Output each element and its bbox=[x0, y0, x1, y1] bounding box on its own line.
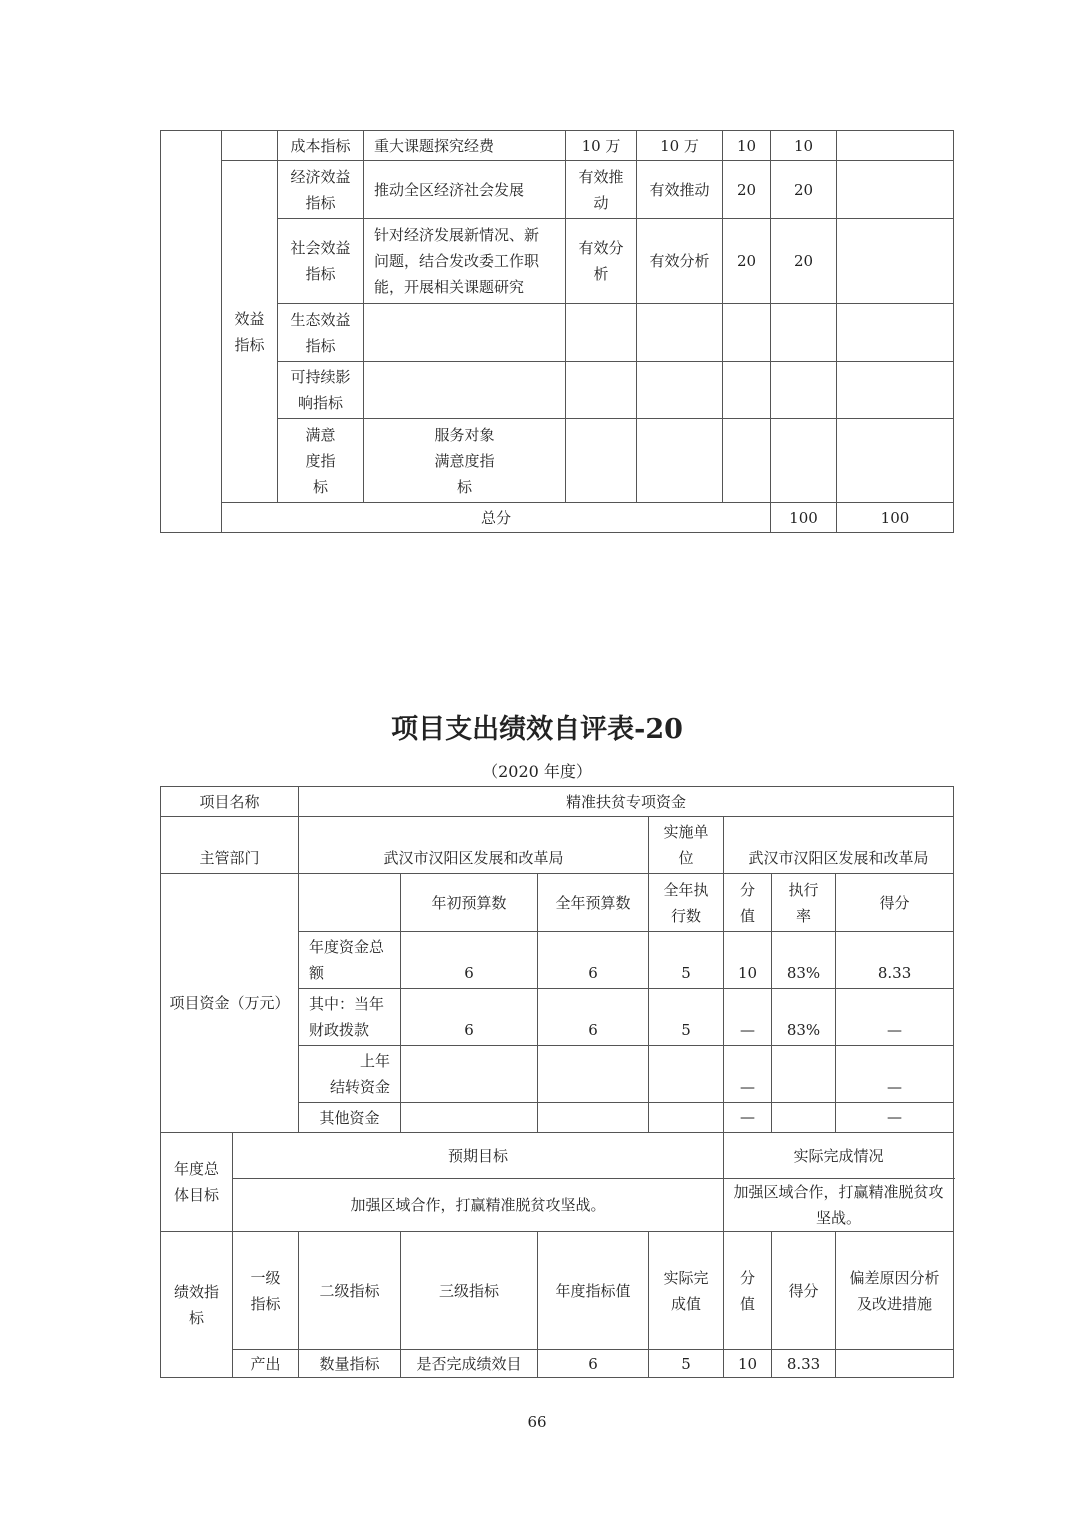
actual-cell: 有效推动 bbox=[637, 161, 723, 219]
fund-score: — bbox=[836, 1046, 954, 1103]
tier1-blank-cell bbox=[222, 131, 278, 161]
empty-cell bbox=[566, 362, 637, 419]
dept-value: 武汉市汉阳区发展和改革局 bbox=[299, 817, 649, 874]
fund-label: 项目资金（万元） bbox=[161, 874, 299, 1133]
empty-cell bbox=[837, 304, 954, 362]
fund-header-rate: 执行 率 bbox=[772, 874, 836, 932]
total-score: 100 bbox=[837, 503, 954, 533]
empty-cell bbox=[566, 419, 637, 503]
fund-header-score: 得分 bbox=[836, 874, 954, 932]
fund-rate bbox=[772, 1103, 836, 1133]
target-cell: 10 万 bbox=[566, 131, 637, 161]
total-weight: 100 bbox=[771, 503, 837, 533]
fund-header-initial: 年初预算数 bbox=[401, 874, 538, 932]
perf-score: 8.33 bbox=[772, 1350, 836, 1378]
dept-label: 主管部门 bbox=[161, 817, 299, 874]
perf-header-annual-target: 年度指标值 bbox=[538, 1232, 649, 1350]
fund-executed bbox=[649, 1046, 724, 1103]
perf-label: 绩效指 标 bbox=[161, 1232, 233, 1378]
goal-expected: 加强区域合作，打赢精准脱贫攻坚战。 bbox=[233, 1179, 724, 1232]
year-subtitle: （2020 年度） bbox=[482, 762, 592, 781]
fund-initial: 6 bbox=[401, 989, 538, 1046]
perf-header-deviation: 偏差原因分析 及改进措施 bbox=[836, 1232, 954, 1350]
satisfaction-row bbox=[161, 419, 954, 503]
fund-row-label: 其中：当年 财政拨款 bbox=[299, 989, 401, 1046]
perf-header-tier2: 二级指标 bbox=[299, 1232, 401, 1350]
note-cell bbox=[837, 219, 954, 304]
top-indicator-table bbox=[160, 130, 954, 533]
perf-row bbox=[161, 1350, 954, 1378]
perf-tier3: 是否完成绩效目 bbox=[401, 1350, 538, 1378]
empty-cell bbox=[837, 419, 954, 503]
fund-initial bbox=[401, 1103, 538, 1133]
tier2-cell: 成本指标 bbox=[278, 131, 364, 161]
empty-cell bbox=[723, 419, 771, 503]
empty-cell bbox=[771, 362, 837, 419]
fund-header-executed: 全年执 行数 bbox=[649, 874, 724, 932]
fund-score: — bbox=[836, 989, 954, 1046]
weight-cell: 10 bbox=[723, 131, 771, 161]
tier1-blank-cell bbox=[161, 131, 222, 533]
perf-header-weight: 分 值 bbox=[724, 1232, 772, 1350]
fund-initial bbox=[401, 1046, 538, 1103]
perf-tier2: 数量指标 bbox=[299, 1350, 401, 1378]
sustain-row bbox=[161, 362, 954, 419]
perf-weight: 10 bbox=[724, 1350, 772, 1378]
self-evaluation-table bbox=[160, 786, 954, 1378]
note-cell bbox=[837, 131, 954, 161]
goal-actual-header: 实际完成情况 bbox=[724, 1133, 954, 1179]
fund-header-row bbox=[161, 874, 954, 932]
goal-header-row bbox=[161, 1133, 954, 1179]
cost-row bbox=[161, 131, 954, 161]
empty-cell bbox=[637, 419, 723, 503]
fund-row-label: 其他资金 bbox=[299, 1103, 401, 1133]
score-cell: 20 bbox=[771, 219, 837, 304]
project-name-row bbox=[161, 787, 954, 817]
goal-label: 年度总 体目标 bbox=[161, 1133, 233, 1232]
economic-row bbox=[161, 161, 954, 219]
tier3-cell: 针对经济发展新情况、新 问题，结合发改委工作职 能，开展相关课题研究 bbox=[364, 219, 566, 304]
total-row bbox=[161, 503, 954, 533]
fund-weight: — bbox=[724, 1103, 772, 1133]
target-cell: 有效分 析 bbox=[566, 219, 637, 304]
perf-header-tier1: 一级 指标 bbox=[233, 1232, 299, 1350]
weight-cell: 20 bbox=[723, 219, 771, 304]
empty-cell bbox=[723, 304, 771, 362]
empty-cell bbox=[637, 362, 723, 419]
tier3-cell: 推动全区经济社会发展 bbox=[364, 161, 566, 219]
fund-annual: 6 bbox=[538, 932, 649, 989]
department-row bbox=[161, 817, 954, 874]
impl-unit-value: 武汉市汉阳区发展和改革局 bbox=[724, 817, 954, 874]
goal-expected-header: 预期目标 bbox=[233, 1133, 724, 1179]
empty-cell bbox=[771, 304, 837, 362]
fund-rate: 83% bbox=[772, 989, 836, 1046]
goal-actual: 加强区域合作，打赢精准脱贫攻坚战。 bbox=[724, 1179, 954, 1232]
fund-weight: 10 bbox=[724, 932, 772, 989]
fund-executed bbox=[649, 1103, 724, 1133]
satisfaction-indicator-label: 满意 度指 标 bbox=[278, 419, 364, 503]
project-name-label: 项目名称 bbox=[161, 787, 299, 817]
fund-header-annual: 全年预算数 bbox=[538, 874, 649, 932]
score-cell: 20 bbox=[771, 161, 837, 219]
page-title: 项目支出绩效自评表-20 bbox=[391, 714, 683, 745]
perf-annual-target: 6 bbox=[538, 1350, 649, 1378]
goal-content-row bbox=[161, 1179, 954, 1232]
fund-header-weight: 分 值 bbox=[724, 874, 772, 932]
fund-annual bbox=[538, 1103, 649, 1133]
perf-header-actual: 实际完 成值 bbox=[649, 1232, 724, 1350]
fund-annual bbox=[538, 1046, 649, 1103]
impl-unit-label: 实施单 位 bbox=[649, 817, 724, 874]
empty-cell bbox=[364, 304, 566, 362]
perf-header-row bbox=[161, 1232, 954, 1350]
project-name-value: 精准扶贫专项资金 bbox=[299, 787, 954, 817]
actual-cell: 有效分析 bbox=[637, 219, 723, 304]
fund-rate: 83% bbox=[772, 932, 836, 989]
empty-cell bbox=[299, 874, 401, 932]
perf-tier1: 产出 bbox=[233, 1350, 299, 1378]
tier2-cell: 可持续影 响指标 bbox=[278, 362, 364, 419]
perf-actual: 5 bbox=[649, 1350, 724, 1378]
fund-row-label: 上年 结转资金 bbox=[299, 1046, 401, 1103]
page-number: 66 bbox=[527, 1413, 547, 1431]
empty-cell bbox=[837, 362, 954, 419]
tier2-cell: 服务对象 满意度指 标 bbox=[364, 419, 566, 503]
perf-header-tier3: 三级指标 bbox=[401, 1232, 538, 1350]
benefit-indicator-label: 效益 指标 bbox=[222, 161, 278, 503]
fund-initial: 6 bbox=[401, 932, 538, 989]
empty-cell bbox=[566, 304, 637, 362]
fund-score: 8.33 bbox=[836, 932, 954, 989]
score-cell: 10 bbox=[771, 131, 837, 161]
fund-weight: — bbox=[724, 1046, 772, 1103]
tier2-cell: 经济效益 指标 bbox=[278, 161, 364, 219]
total-label: 总分 bbox=[222, 503, 771, 533]
perf-header-score: 得分 bbox=[772, 1232, 836, 1350]
tier2-cell: 社会效益 指标 bbox=[278, 219, 364, 304]
tier3-cell: 重大课题探究经费 bbox=[364, 131, 566, 161]
empty-cell bbox=[637, 304, 723, 362]
note-cell bbox=[837, 161, 954, 219]
perf-deviation bbox=[836, 1350, 954, 1378]
fund-executed: 5 bbox=[649, 932, 724, 989]
social-row bbox=[161, 219, 954, 304]
fund-annual: 6 bbox=[538, 989, 649, 1046]
fund-score: — bbox=[836, 1103, 954, 1133]
fund-row-label: 年度资金总 额 bbox=[299, 932, 401, 989]
actual-cell: 10 万 bbox=[637, 131, 723, 161]
ecology-row bbox=[161, 304, 954, 362]
fund-rate bbox=[772, 1046, 836, 1103]
empty-cell bbox=[723, 362, 771, 419]
tier2-cell: 生态效益 指标 bbox=[278, 304, 364, 362]
fund-executed: 5 bbox=[649, 989, 724, 1046]
empty-cell bbox=[771, 419, 837, 503]
fund-weight: — bbox=[724, 989, 772, 1046]
weight-cell: 20 bbox=[723, 161, 771, 219]
empty-cell bbox=[364, 362, 566, 419]
target-cell: 有效推 动 bbox=[566, 161, 637, 219]
